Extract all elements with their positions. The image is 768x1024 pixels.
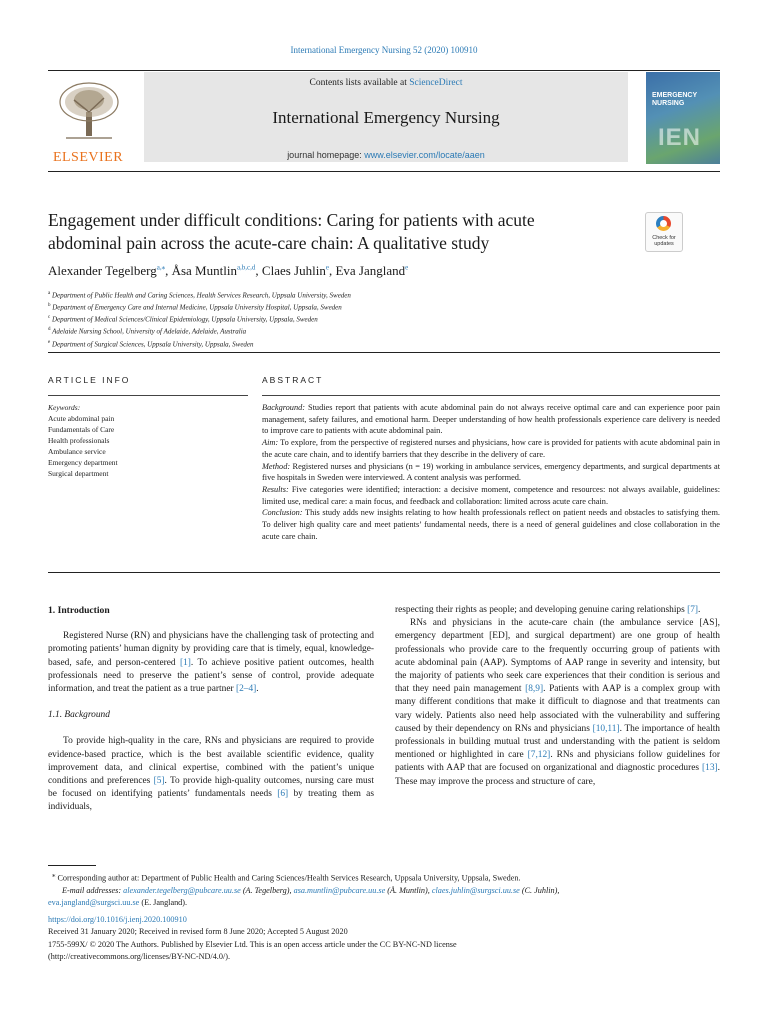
abstract-section-label: Results: (262, 484, 289, 494)
abstract-section-text: Five categories were identified; interaction: a decisive moment, competence and resources: not always available, guidelines: limited use, medical care: a main focus, and feedback and collaboration: limited across acute care chain. (262, 484, 720, 506)
affiliations (48, 289, 720, 350)
abstract-section-text: To explore, from the perspective of registered nurses and physicians, how care is provided for patients with acute abdominal pain in the acute care chain, and to identify barriers that they describe in the delivery of care. (262, 438, 720, 459)
masthead (48, 72, 720, 166)
affiliation-marker: a (48, 291, 51, 296)
elsevier-wordmark: ELSEVIER (52, 150, 124, 165)
author-name[interactable]: Claes Juhlin (261, 263, 326, 278)
author-separator: , (255, 263, 262, 278)
homepage-link[interactable]: www.elsevier.com/locate/aaen (364, 150, 485, 160)
author-separator: , (328, 263, 336, 278)
title-line2: abdominal pain across the acute-care chain: A qualitative study (48, 233, 490, 253)
email-link[interactable]: eva.jangland@surgsci.uu.se (48, 897, 140, 907)
header-rule (48, 352, 720, 353)
corresponding-text: Corresponding author at: Department of Public Health and Caring Sciences/Health Services Research, Uppsala University, Uppsala, Sweden. (57, 873, 521, 883)
check-for-updates-button[interactable] (645, 212, 683, 252)
abstract-section-text: Studies report that patients with acute abdominal pain do not always receive optimal care and can experience poor pain management, safety failures, and emotional harm. Deeper understanding of how health professionals experience care delivery is needed to improve care to patients with acute abdominal pain. (262, 403, 720, 436)
cover-line2: NURSING (652, 100, 685, 107)
corresponding-author-note (48, 870, 720, 885)
affiliation-text: Department of Surgical Sciences, Uppsala University, Uppsala, Sweden (51, 339, 254, 348)
keyword: Ambulance service (48, 447, 106, 456)
contents-line (144, 78, 628, 88)
keyword: Health professionals (48, 436, 110, 445)
elsevier-logo[interactable] (48, 78, 132, 166)
sciencedirect-link[interactable]: ScienceDirect (409, 78, 463, 88)
journal-cover-thumbnail[interactable] (646, 72, 720, 164)
cover-title (652, 92, 697, 108)
author-affiliation-marker[interactable]: e (325, 263, 329, 272)
acute-care-paragraph (395, 617, 720, 789)
body-column-right (395, 604, 720, 789)
intro-text-end: . (256, 684, 259, 695)
right-text-end: . (698, 605, 701, 615)
affiliation-marker: c (48, 315, 51, 321)
affiliation-marker: d (48, 327, 51, 333)
abstract-body (262, 402, 720, 542)
email-addresses (48, 885, 720, 897)
abstract-heading: ABSTRACT (262, 375, 324, 385)
footnote-star: ⁎ (52, 872, 56, 879)
background-paragraph (48, 735, 374, 814)
cover-ien: IEN (658, 124, 702, 151)
affiliation-line (48, 313, 720, 325)
author-affiliation-marker[interactable]: a,b,c,d (236, 263, 256, 272)
affiliation-text: Department of Emergency Care and Internal Medicine, Uppsala University Hospital, Uppsala, Sweden (52, 303, 342, 312)
article-info-rule (48, 395, 248, 396)
affiliation-text: Department of Medical Sciences/Clinical Epidemiology, Uppsala University, Uppsala, Sweden (51, 315, 318, 324)
abstract-section (262, 461, 720, 484)
email-link[interactable]: claes.juhlin@surgsci.uu.se (431, 885, 520, 895)
abstract-section-label: Method: (262, 461, 291, 471)
journal-banner (144, 72, 628, 162)
author-affiliation-marker[interactable]: e (405, 263, 409, 272)
keyword: Emergency department (48, 458, 118, 467)
keywords-label: Keywords: (48, 403, 81, 412)
abstract-section-text: Registered nurses and physicians (n = 19) working in ambulance services, emergency departments, and surgical departments at five hospitals in Sweden were interviewed. A content analysis was performed. (262, 461, 720, 483)
intro-paragraph (48, 630, 374, 696)
email-link[interactable]: alexander.tegelberg@pubcare.uu.se (123, 885, 241, 895)
received-dates: Received 31 January 2020; Received in revised form 8 June 2020; Accepted 5 August 2020 (48, 927, 348, 937)
citation-link[interactable]: [7,12] (527, 750, 551, 761)
elsevier-tree-icon (56, 78, 122, 144)
affiliation-text: Department of Public Health and Caring Sciences, Health Services Research, Uppsala University, Sweden (51, 291, 351, 300)
email-owner: (A. Tegelberg), (240, 885, 294, 895)
affiliation-line (48, 301, 720, 313)
email-owner: (Å. Muntlin), (385, 885, 432, 895)
citation-link[interactable]: [13] (702, 763, 718, 774)
author-list (48, 263, 720, 279)
subsection-heading-background: 1.1. Background (48, 710, 110, 721)
abstract-section-label: Conclusion: (262, 508, 303, 518)
email-addresses-cont (48, 897, 720, 909)
masthead-bottom-rule (48, 171, 720, 172)
article-info-heading: ARTICLE INFO (48, 375, 131, 385)
bg-text-b: . To provide high-quality outcomes, nursing care must be focused on identifying patients’ fundamentals needs (48, 776, 375, 800)
intro-text-b: . To achieve positive patient outcomes, health professionals need to preserve the patient’s sense of control, provide adequate information, and treat the patient as a true partner (48, 657, 374, 695)
license-url[interactable]: (http://creativecommons.org/licenses/BY-NC-ND/4.0/). (48, 952, 230, 962)
journal-reference[interactable]: International Emergency Nursing 52 (2020) 100910 (290, 45, 478, 55)
author-affiliation-marker[interactable]: a,⁎ (156, 263, 166, 272)
doi-link[interactable]: https://doi.org/10.1016/j.ienj.2020.100910 (48, 915, 187, 924)
email-link[interactable]: asa.muntlin@pubcare.uu.se (293, 885, 386, 895)
keyword: Fundamentals of Care (48, 425, 115, 434)
affiliation-text: Adelaide Nursing School, University of Adelaide, Adelaide, Australia (52, 327, 247, 336)
email-owner: (E. Jangland). (139, 897, 188, 907)
email-owner: (C. Juhlin), (519, 885, 560, 895)
email-label: E-mail addresses: (62, 885, 122, 895)
license-line: 1755-599X/ © 2020 The Authors. Published by Elsevier Ltd. This is an open access article under the CC BY-NC-ND license (48, 939, 457, 949)
citation-link[interactable]: [5] (153, 776, 165, 787)
affiliation-marker: b (48, 303, 51, 309)
footnote-rule (48, 865, 96, 866)
keyword: Acute abdominal pain (48, 414, 115, 423)
cover-line1: EMERGENCY (652, 92, 698, 99)
abstract-section-label: Aim: (262, 438, 279, 448)
bg-text-a: To provide high-quality in the care, RNs and physicians are required to provide evidence-based practice, which is the best available scientific evidence, quality improvement data, and clinical expertise, combined with the patient’s unique conditions and preferences (48, 736, 374, 787)
author-separator: , (165, 263, 172, 278)
homepage-prefix: journal homepage: (287, 150, 365, 160)
continued-paragraph (395, 604, 720, 617)
journal-title: International Emergency Nursing (272, 108, 500, 127)
article-metadata (48, 914, 720, 964)
citation-link[interactable]: [2–4] (235, 684, 257, 695)
author-name[interactable]: Eva Jangland (335, 263, 406, 278)
journal-homepage (144, 150, 628, 160)
contents-prefix: Contents lists available at (309, 78, 410, 88)
abstract-section (262, 507, 720, 542)
abstract-section (262, 402, 720, 437)
keywords-block (48, 402, 248, 479)
title-line1: Engagement under difficult conditions: Caring for patients with acute (48, 210, 535, 230)
footnotes (48, 870, 720, 909)
citation-link[interactable]: [10,11] (592, 723, 620, 734)
citation-link[interactable]: [7] (687, 605, 699, 615)
masthead-top-rule (48, 70, 720, 71)
check-updates-label: Check for updates (652, 235, 676, 247)
right-p2-text-d: . RNs and physicians follow guidelines for patients with AAP that are focused on organizational and diagnostic procedures (395, 750, 720, 774)
affiliation-line (48, 338, 720, 350)
body-column-left (48, 604, 374, 815)
abstract-section-label: Background: (262, 403, 306, 412)
abstract-bottom-rule (48, 572, 720, 573)
affiliation-line (48, 289, 720, 301)
right-p2-text-b: . Patients with AAP is a complex group with many different conditions that make it difficult to diagnose and that treatments can vary widely. Patients also need help associated with the vulnerability and suffering caused by their dependency on RNs and physicians (395, 684, 721, 734)
citation-link[interactable]: [8,9] (525, 684, 544, 695)
abstract-section (262, 484, 720, 507)
affiliation-marker: e (48, 339, 51, 345)
paper-title (48, 209, 608, 255)
keyword: Surgical department (48, 469, 109, 478)
right-p2-text-c: . The importance of health professionals in building mutual trust and understanding with the patient is seldom mentioned or highlighted in care (395, 723, 720, 761)
affiliation-line (48, 325, 720, 337)
right-text-a: respecting their rights as people; and developing genuine caring relationships (395, 605, 688, 615)
abstract-section (262, 437, 720, 460)
right-p2-text-e: . These may improve the process and structure of care, (395, 763, 720, 787)
intro-text-a: Registered Nurse (RN) and physicians have the challenging task of protecting and promoting patients’ human dignity by providing care that is timely, equal, knowledge-based, safe, and person-centered (48, 631, 374, 668)
crossmark-icon (656, 216, 671, 231)
citation-link[interactable]: [1] (179, 657, 191, 668)
abstract-rule (262, 395, 720, 396)
bg-text-c: by treating them as individuals, (48, 789, 374, 813)
author-name[interactable]: Alexander Tegelberg (48, 263, 157, 278)
author-name[interactable]: Åsa Muntlin (171, 263, 237, 278)
citation-link[interactable]: [6] (277, 789, 289, 800)
right-p2-text-a: RNs and physicians in the acute-care chain (the ambulance service [AS], emergency department [ED], and surgical department) are one group of health professionals who provide care to the frequently occurring group of patients with acute abdominal pain (AAP). Symptoms of AAP range in severity and intensity, but the majority of patients who seek care experiences that their condition is serious and that they need pain management (395, 618, 720, 695)
section-heading-introduction: 1. Introduction (48, 605, 110, 616)
abstract-section-text: This study adds new insights relating to how health professionals reflect on patient needs and obstacles to satisfying them. To deliver high quality care and meet patients’ fundamental needs, there is a need of general guidelines and close collaboration in the acute care chain. (262, 508, 720, 541)
